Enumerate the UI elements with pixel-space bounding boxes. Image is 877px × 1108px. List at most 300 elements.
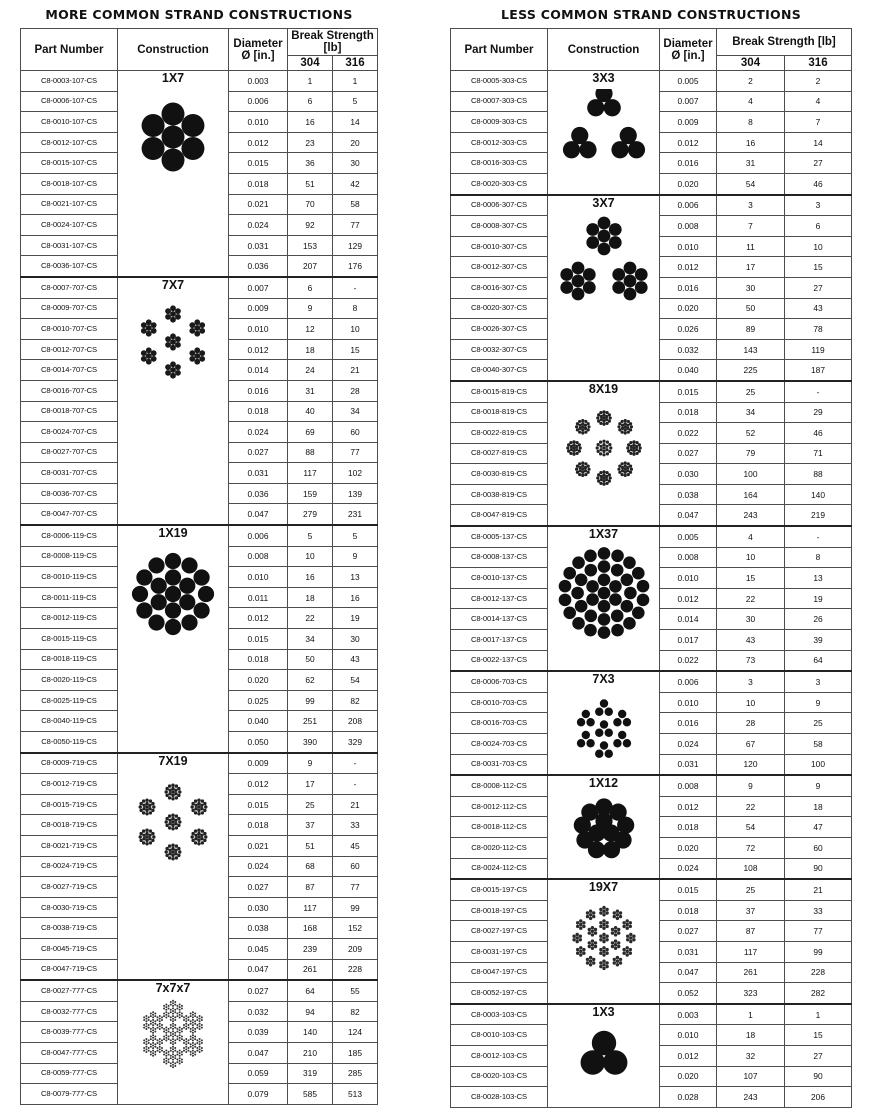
wire [605, 911, 608, 914]
wire [148, 1050, 150, 1052]
wire [183, 1042, 185, 1044]
strength-304-cell: 16 [288, 567, 333, 588]
diameter-cell: 0.040 [660, 360, 717, 381]
table-row [21, 980, 378, 1001]
wire [201, 1016, 203, 1018]
part-number-cell: C8-0052-197-CS [451, 983, 548, 1004]
wire [145, 835, 148, 838]
wire [170, 1057, 172, 1059]
wire [194, 1028, 196, 1030]
wire [579, 141, 596, 158]
wire [152, 1019, 154, 1021]
diameter-cell: 0.031 [229, 235, 288, 256]
strength-316-cell: 82 [333, 1001, 378, 1022]
part-number-cell: C8-0018-707-CS [21, 401, 118, 422]
strength-316-cell: 176 [333, 256, 378, 277]
wire [149, 799, 152, 802]
strength-304-cell: 1 [717, 1004, 785, 1025]
strength-316-cell: 82 [333, 690, 378, 711]
construction-name: 1X19 [158, 526, 188, 541]
strength-316-cell: 21 [333, 794, 378, 815]
wire [151, 328, 157, 334]
wire [584, 550, 597, 563]
wire [610, 932, 613, 935]
wire [171, 790, 174, 793]
wire [193, 602, 209, 618]
wire [194, 1013, 196, 1015]
part-number-cell: C8-0007-707-CS [21, 277, 118, 298]
wire [623, 617, 636, 630]
strength-316-cell: 77 [333, 442, 378, 463]
wire [581, 428, 584, 431]
wire [150, 1038, 152, 1040]
diameter-cell: 0.052 [660, 983, 717, 1004]
wire [615, 956, 618, 959]
wire [148, 1039, 150, 1041]
wire [575, 936, 578, 939]
wire [154, 1051, 156, 1053]
wire [196, 1027, 198, 1029]
wire [171, 827, 174, 830]
wire [599, 475, 602, 478]
wire [583, 466, 586, 469]
wire [152, 1029, 154, 1031]
wire [622, 718, 630, 726]
wire [581, 425, 584, 428]
wire [183, 1027, 185, 1029]
wire [560, 268, 573, 281]
table-row [21, 753, 378, 774]
wire [623, 422, 626, 425]
strength-304-cell: 1 [288, 71, 333, 92]
wire [578, 466, 581, 469]
strength-316-cell: 8 [333, 298, 378, 319]
strength-304-cell: 117 [717, 941, 785, 962]
wire [181, 1005, 183, 1007]
wire [194, 1023, 196, 1025]
diameter-cell: 0.012 [660, 1045, 717, 1066]
wire [170, 1042, 172, 1044]
diameter-cell: 0.040 [229, 711, 288, 732]
diameter-cell: 0.011 [229, 587, 288, 608]
wire [152, 1032, 154, 1034]
strength-304-cell: 31 [288, 380, 333, 401]
wire [583, 427, 586, 430]
strength-316-cell: 45 [333, 835, 378, 856]
wire [584, 624, 597, 637]
strength-304-cell: 153 [288, 235, 333, 256]
wire [172, 1025, 174, 1027]
wire [188, 1027, 190, 1029]
wire [575, 933, 578, 936]
wire [605, 475, 608, 478]
part-number-cell: C8-0026-307-CS [451, 319, 548, 340]
wire [177, 853, 180, 856]
strength-304-cell: 22 [288, 608, 333, 629]
wire [159, 1043, 161, 1045]
wire [586, 428, 589, 431]
part-number-cell: C8-0047-777-CS [21, 1042, 118, 1063]
wire [578, 462, 581, 465]
strength-316-cell: 19 [333, 608, 378, 629]
wire [579, 953, 582, 956]
wire [171, 853, 174, 856]
wire [146, 319, 152, 325]
wire [581, 422, 584, 425]
wire [175, 370, 181, 376]
wire [626, 469, 629, 472]
wire [177, 793, 180, 796]
wire [588, 910, 591, 913]
wire [174, 818, 177, 821]
wire [620, 600, 633, 613]
wire [612, 268, 625, 281]
strength-304-cell: 18 [288, 339, 333, 360]
wire [199, 1046, 201, 1048]
wire [150, 1013, 152, 1015]
wire [613, 718, 621, 726]
strength-304-cell: 69 [288, 422, 333, 443]
diameter-cell: 0.039 [229, 1022, 288, 1043]
diameter-cell: 0.036 [229, 483, 288, 504]
wire [174, 1027, 176, 1029]
wire [586, 223, 599, 236]
wire [174, 1050, 176, 1052]
strength-316-cell: 3 [785, 671, 852, 692]
strength-316-cell: 119 [785, 339, 852, 360]
wire [572, 440, 575, 443]
wire [139, 835, 142, 838]
wire [194, 353, 200, 359]
wire [165, 602, 181, 618]
wire [139, 838, 142, 841]
wire [571, 287, 584, 300]
wire [605, 965, 608, 968]
wire [632, 449, 635, 452]
part-number-cell: C8-0012-719-CS [21, 774, 118, 795]
wire [194, 807, 197, 810]
wire [190, 835, 193, 838]
7x3-strand-icon [564, 690, 644, 770]
wire [610, 610, 623, 623]
part-number-cell: C8-0059-777-CS [21, 1063, 118, 1084]
strength-316-cell: 60 [785, 837, 852, 858]
wire [623, 431, 626, 434]
strength-316-cell: 33 [333, 815, 378, 836]
wire [150, 1036, 152, 1038]
wire [172, 1033, 174, 1035]
wire [201, 1050, 203, 1052]
part-number-cell: C8-0030-819-CS [451, 464, 548, 485]
wire [599, 440, 602, 443]
7x7x7-strand-icon [135, 999, 211, 1069]
strength-316-cell: 4 [785, 91, 852, 112]
part-number-cell: C8-0031-107-CS [21, 235, 118, 256]
wire [165, 853, 168, 856]
wire [196, 1019, 198, 1021]
wire [157, 1027, 159, 1029]
wire [189, 356, 195, 362]
wire [172, 1023, 174, 1025]
diameter-cell: 0.016 [660, 713, 717, 734]
wire [574, 574, 587, 587]
diameter-cell: 0.012 [229, 132, 288, 153]
wire [620, 473, 623, 476]
wire [170, 1027, 172, 1029]
strength-316-cell: 39 [785, 630, 852, 651]
diameter-cell: 0.010 [229, 567, 288, 588]
wire [593, 932, 596, 935]
wire [204, 805, 207, 808]
wire [608, 450, 611, 453]
wire [624, 587, 637, 600]
wire [196, 1047, 198, 1049]
part-number-cell: C8-0012-137-CS [451, 588, 548, 609]
strength-316-cell: - [333, 753, 378, 774]
wire [143, 1042, 145, 1044]
wire [587, 932, 590, 935]
wire [625, 923, 628, 926]
wire [174, 788, 177, 791]
wire [161, 1047, 163, 1049]
wire [145, 808, 148, 811]
strength-304-cell: 25 [717, 879, 785, 900]
wire [194, 1015, 196, 1017]
wire [572, 446, 575, 449]
strength-316-cell: 47 [785, 817, 852, 838]
wire [150, 1028, 152, 1030]
wire [151, 578, 167, 594]
part-number-cell: C8-0032-777-CS [21, 1001, 118, 1022]
wire [599, 935, 602, 938]
strength-316-cell: 9 [333, 546, 378, 567]
wire [615, 963, 618, 966]
1x12-strand-icon [569, 794, 639, 864]
wire [632, 935, 635, 938]
table-row [451, 71, 852, 92]
wire [145, 1023, 147, 1025]
wire [595, 729, 603, 737]
wire [199, 356, 205, 362]
construction-name: 1X12 [588, 776, 619, 791]
strength-304-cell: 4 [717, 526, 785, 547]
wire [602, 450, 605, 453]
strength-316-cell: 228 [333, 959, 378, 980]
wire [190, 1015, 192, 1017]
wire [157, 1047, 159, 1049]
wire [590, 930, 593, 933]
wire [171, 793, 174, 796]
wire [637, 449, 640, 452]
wire [148, 837, 151, 840]
wire [587, 468, 590, 471]
wire [163, 1031, 165, 1033]
wire [152, 1024, 154, 1026]
strength-316-cell: 102 [333, 463, 378, 484]
wire [599, 411, 602, 414]
wire [168, 1036, 170, 1038]
wire [629, 452, 632, 455]
wire [192, 1052, 194, 1054]
part-number-cell: C8-0020-103-CS [451, 1066, 548, 1087]
wire [165, 816, 168, 819]
wire [165, 364, 171, 370]
wire [163, 1028, 165, 1030]
construction-cell [548, 879, 660, 1004]
wire [189, 350, 195, 356]
wire [637, 443, 640, 446]
wire [172, 1018, 174, 1020]
part-number-cell: C8-0047-819-CS [451, 505, 548, 526]
strength-316-cell: 78 [785, 319, 852, 340]
part-number-cell: C8-0015-107-CS [21, 153, 118, 174]
construction-cell [548, 71, 660, 195]
part-number-cell: C8-0018-819-CS [451, 402, 548, 423]
wire [575, 422, 578, 425]
wire [170, 333, 176, 339]
wire [200, 803, 203, 806]
wire [159, 1038, 161, 1040]
wire [203, 808, 206, 811]
wire [159, 1041, 161, 1043]
wire [185, 1046, 187, 1048]
strength-304-cell: 52 [717, 423, 785, 444]
wire [597, 600, 610, 613]
wire [613, 947, 616, 950]
wire [585, 958, 588, 961]
wire [165, 1011, 167, 1013]
3x7-strand-icon [554, 214, 654, 310]
part-number-cell: C8-0015-819-CS [451, 381, 548, 402]
wire [582, 952, 585, 955]
wire [165, 1057, 167, 1059]
strength-316-cell: 13 [785, 568, 852, 589]
wire [170, 339, 176, 345]
wire [145, 828, 148, 831]
strength-304-cell: 40 [288, 401, 333, 422]
diameter-cell: 0.031 [660, 941, 717, 962]
wire [609, 580, 622, 593]
construction-cell [548, 195, 660, 381]
diameter-cell: 0.012 [660, 588, 717, 609]
wire [188, 1024, 190, 1026]
wire [150, 1051, 152, 1053]
strength-316-cell: 71 [785, 443, 852, 464]
wire [163, 1036, 165, 1038]
wire [170, 1011, 172, 1013]
wire [572, 935, 575, 938]
wire [602, 419, 605, 422]
wire [171, 850, 174, 853]
strength-316-cell: 8 [785, 547, 852, 568]
wire [609, 446, 612, 449]
wire [170, 1050, 172, 1052]
wire [572, 617, 585, 630]
wire [599, 721, 607, 729]
wire [595, 446, 598, 449]
wire [608, 476, 611, 479]
part-number-cell: C8-0010-307-CS [451, 236, 548, 257]
wire [148, 557, 164, 573]
strength-304-cell: 25 [717, 381, 785, 402]
diameter-cell: 0.024 [229, 215, 288, 236]
part-number-cell: C8-0015-197-CS [451, 879, 548, 900]
wire [165, 336, 171, 342]
wire [171, 843, 174, 846]
wire [176, 1038, 178, 1040]
part-number-cell: C8-0005-137-CS [451, 526, 548, 547]
wire [151, 808, 154, 811]
part-number-cell: C8-0020-303-CS [451, 173, 548, 194]
wire [599, 908, 602, 911]
wire [626, 420, 629, 423]
wire [174, 1047, 176, 1049]
part-number-cell: C8-0025-119-CS [21, 690, 118, 711]
strength-304-cell: 99 [288, 690, 333, 711]
wire [597, 587, 610, 600]
strength-304-cell: 585 [288, 1084, 333, 1105]
wire [578, 427, 581, 430]
part-number-cell: C8-0008-137-CS [451, 547, 548, 568]
strength-304-cell: 143 [717, 339, 785, 360]
strength-316-cell: 90 [785, 1066, 852, 1087]
wire [152, 1014, 154, 1016]
table-row [451, 879, 852, 900]
wire [575, 948, 578, 951]
strength-316-cell: 27 [785, 277, 852, 298]
wire [161, 1050, 163, 1052]
wire [625, 938, 628, 941]
wire [189, 322, 195, 328]
wire [145, 831, 148, 834]
wire [170, 1055, 172, 1057]
construction-name: 7X3 [592, 672, 615, 687]
wire [613, 940, 616, 943]
strength-316-cell: 30 [333, 629, 378, 650]
wire [597, 413, 600, 416]
wire [190, 1020, 192, 1022]
wire [605, 948, 608, 951]
wire [199, 1023, 201, 1025]
wire [165, 569, 181, 585]
part-number-cell: C8-0009-303-CS [451, 112, 548, 133]
wire [181, 1059, 183, 1061]
wire [602, 953, 605, 956]
wire [168, 856, 171, 859]
wire [179, 1055, 181, 1057]
wire [179, 594, 195, 610]
wire [168, 796, 171, 799]
strength-304-cell: 17 [288, 774, 333, 795]
part-number-cell: C8-0020-307-CS [451, 298, 548, 319]
wire [620, 466, 623, 469]
strength-316-cell: 329 [333, 732, 378, 753]
strength-304-cell: 8 [717, 112, 785, 133]
wire [581, 419, 584, 422]
wire [590, 933, 593, 936]
strength-304-cell: 117 [288, 897, 333, 918]
wire [159, 1015, 161, 1017]
wire [613, 943, 616, 946]
wire [165, 1006, 167, 1008]
wire [148, 1042, 150, 1044]
strength-304-cell: 3 [717, 671, 785, 692]
strength-304-cell: 15 [717, 568, 785, 589]
wire [620, 427, 623, 430]
wire [142, 833, 145, 836]
wire [622, 925, 625, 928]
wire [179, 1037, 181, 1039]
